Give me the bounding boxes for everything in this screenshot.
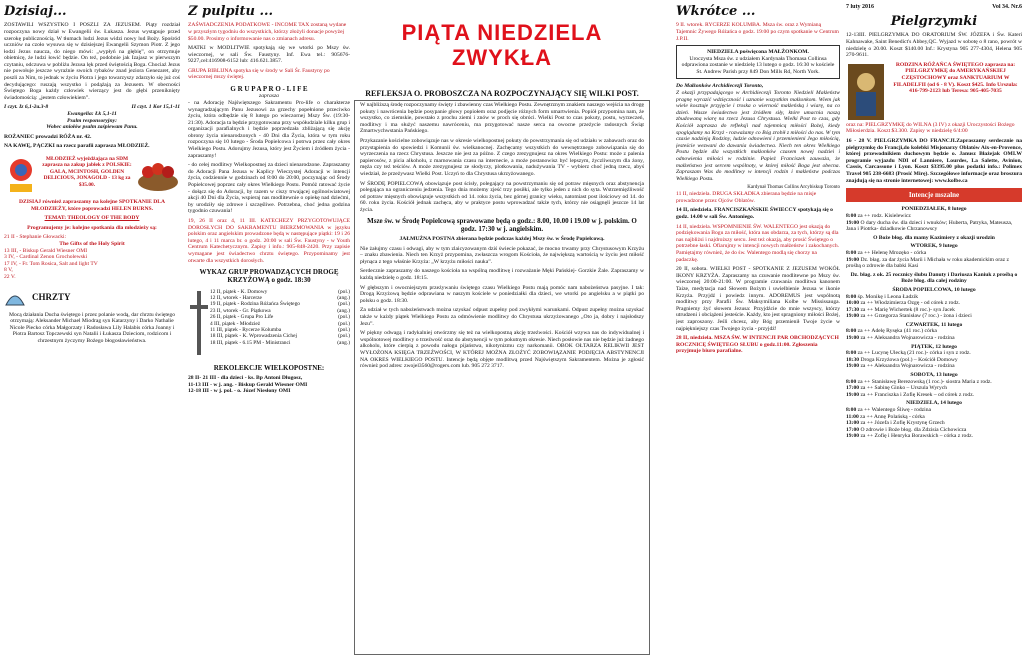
- czuwanie-note: 20 II, sobota. WIELKI POST - SPOTKANIE Z JEZUSEM WOKÓŁ IKONY KRZYŻA. Zapraszamy na czuwanie modlitewne po Mszy św. wieczornej 20:00-21:00. W programie czuwania modlitwa kanonem Taize, medytacja nad Słowem Bożym i uwielbienie Jezusa w ikonie Krzyża. Przyjdź i powiedz innym. ADOREMUS jest wspólnotą modlitwy przy Parafii Św. Maksymiliana Kolbe w Mississauga. Pragniemy żyć słowem Jezusa: Przyjdźcie do mnie wszyscy, którzy utrudzeni i obciążeni jesteście. Każdy, kto jest spragniony miłości Bożej, jest zaproszony. Jeśli chcesz, aby Bóg przemienił Twoje życie w najpiękniejszy czas Twojego życia - przyjdź!: [676, 266, 840, 332]
- duchowa-text: - do celej modlitwy Wielkopostnej za dzieci nienarodzone. Zapraszamy do Adoracji Pana Jezusa w Kaplicy Wieczystej Adoracji w intencji życia, codziennie w godzinach od 8:00 do 20:00, poczynając od Środy Popielcowej poprzez cały okres Wielkiego Postu. Pomóż ratować życie - dołącz się do Adoracji, by razem w ciszy trwającej ogólnoświatowej akcji 40 Dni dla Życia, wspieraj nas modlitewnie o opiekę nad dziećmi, by urodziły się zdrowe i szczęśliwe. Potrzebna, choć jedna godzina tygodnio czuwania!: [188, 162, 350, 215]
- baptism-shell-icon: [4, 287, 26, 309]
- intencja-day-header: WTOREK, 9 lutego: [910, 243, 958, 250]
- meeting-date: 17 IV, - Fr. Tom Rosica, Salt and light TV: [4, 260, 98, 267]
- malzonkowie-text: Uroczysta Msza św. z udziałem Kardynała Thomasa Collinsa odprawiona zostanie w niedzielę 13 lutego o godz. 16:30 w kościele St. Andrew Parish przy 849 Don Mills Rd, North York.: [681, 55, 835, 75]
- wykaz-row: 11 III, piątek - Rycerze Kolumba (pol.): [210, 326, 350, 333]
- intencja-time: 10:00: [846, 300, 861, 307]
- main-title: PIĄTA NIEDZIELA ZWYKŁA: [401, 20, 603, 71]
- readings-row: [4, 104, 180, 111]
- franciszkanskie: 14 II, niedziela. FRANCISZKAŃSKIE ŚWIECCY spotykają się o godz. 14.00 w sali Św. Antoniego.: [676, 207, 833, 221]
- letter-header: Do Małżonków Archidiecezji Toronto,: [676, 83, 764, 90]
- intencja-row: [846, 385, 1022, 392]
- intencja-row: [846, 392, 1022, 399]
- refleksja-p1: W najbliższą środę rozpoczynamy święty i zbawienny czas Wielkiego Postu. Zewnętrznym znakiem naszego wejścia na drogę pokuty i nawrócenia będzie posypanie głowy popiołem oraz podjęcie różnych form umartwienia. Popiół przypomina nam, że wszystko, co ziemskie, powstało z prochu ziemi i znów w proch się obróci. Wielki Post to czas pokuty, postu, wyrzeczeń, modlitwy i ma służyć naszemu nawróceniu, ma przygotować nasze serca na owocne przeżycie radosnych Świąt Zmartwychwstania Pańskiego.: [360, 102, 644, 135]
- meeting-date: 21 II - Stephanie Głowacki:: [4, 234, 67, 241]
- refleksja-p4: Nie żałujmy czasu i odwagi, aby w tym zlaicyzowanym dziś świecie pokazać, że mocno trwamy przy Chrystusowym Krzyżu – znaku zbawienia. Niech ten Krzyż przypomina, zwłaszcza wrogom Kościoła, że największą wartością w życiu jest miłość płynąca z tego właśnie Krzyża: „W krzyżu miłości nauka”.: [360, 245, 644, 265]
- intencja-day-header: Dz. błag. z ok. 25 rocznicy ślubu Danuty i Dariusza Kaniuk z prośbą o Boże błog. dla całej rodziny: [850, 271, 1018, 285]
- rocznica-note: 28 II, niedziela. MSZA ŚW. W INTENCJI PAR OBCHODZĄCYCH ROCZNICĘ ŚWIĘTEGO SŁUBU o godz.11:00. Zgłoszenia przyjmuje biuro parafialne.: [676, 335, 839, 355]
- mlodziez-apples: MŁODZIEŻ wyjeżdżająca na SDM zaprasza na zakup jabłek z POLSKIE: GALA, MCINTOSH, GOLDEN DELICIOUS, JONAGOLD - 13 kg za $35.00.: [42, 156, 132, 188]
- madonna-icon: [846, 62, 886, 122]
- intencja-time: 8:00: [846, 407, 858, 413]
- gospel: Ewangelia: Łk 5,1-11: [67, 111, 117, 118]
- intencja-text: Droga Krzyżowa (pol.) – Kościół Domowy: [860, 356, 958, 363]
- intencja-row: [846, 257, 1022, 270]
- intencja-text: za ++ rodz. Kisielewicz: [857, 212, 911, 219]
- column-pulpit: [188, 4, 350, 659]
- letter-text: Z okazji przypadającego w Archidiecezji Toronto Niedzieli Małżeństw pragnę wyrazić wdzięczność i uznanie wszystkim małżonkom. Wiem jak wiele kosztuje przyjęcie i troska o wierność małżeńską i wiarę, na co dzień. Wasze świadectwo jest źródłem siły, które umacnia naszą zbudowaną wiarę na rzecz Jezusa Chrystusa. Wielki Post to czas, gdy Kościół zaprasza do refleksji nad tajemnicą miłości Bożej, kiedy spoglądamy na Krzyż - rozważamy co Bóg zrobił z miłości do nas. W tym czasie nadzieją Rodziny, ludzie odnowieni i przemienieni Jego miłością, jesteście wezwani do dawania świadectwa. Niech ten okres Wielkiego Postu będzie dla wszystkich małżonków czasem nowej nadziei i odnowienia miłości w rodzinie. Papież Franciszek zauważa, że małżeństwo jest sercem wspólnoty, w której miłość Boga jest obecna. Zapraszam Was do modlitwy w intencji rodzin i małżeństw podczas Wielkiego Postu.: [676, 90, 840, 182]
- intencja-time: 19:00: [846, 433, 861, 440]
- intencja-text: za ++ Stanisławę Berezowską (1 roc.)- siostra Maria z rodz.: [857, 378, 992, 385]
- refleksja-header: REFLEKSJA O. PROBOSZCZA NA ROZPOCZYNAJĄCY SIĘ WILKI POST.: [365, 88, 639, 98]
- intencja-time: 17:00: [846, 385, 861, 392]
- intencja-time: 19:00: [846, 313, 861, 320]
- meeting-date: 8 V,: [4, 267, 13, 274]
- intencja-time: 8:00: [846, 293, 858, 300]
- rekolekcje-item: 12-18 III - w j. pol. - o. Józef Niesłony OMI: [188, 388, 291, 395]
- intencja-row: [846, 357, 1022, 364]
- intencja-day-header: O Boże błog. dla mamy Kazimiery z okazji urodzin: [873, 234, 995, 241]
- cross-icon: [188, 289, 210, 359]
- intencja-text: za ++ Sabinę Ginko – Urszula Wyrych: [860, 385, 948, 392]
- intencja-text: za ++ Aleksandra Wojnarowicza - rodzina: [860, 363, 955, 370]
- reading-2: II czyt. 1 Kor 15,1-11: [131, 104, 180, 111]
- intencja-time: 8:00: [846, 249, 858, 256]
- matki-note: MATKI w MODLITWIE spotykają się we wtorki po Mszy św. wieczornej, w sali Św. Faustyny. Inf. Ewa tel.: 905676-9227,cel:416908-6152 lub: 416.621.3857.: [188, 45, 350, 65]
- intencja-time: 13:00: [846, 420, 861, 427]
- chrzty-header-row: [4, 287, 180, 309]
- psalm-text: Wobec aniołów psalm zaśpiewam Panu.: [46, 124, 138, 131]
- rycerze-note: 9 II. wtorek. RYCERZE KOLUMBA. Msza św. oraz z Wymianą Tajemnic Żywego Różańca o godz. 19:00 po czym spotkanie w Centrum J.P.II.: [676, 22, 839, 42]
- intencja-text: za ++ Franciszka i Zofię Kresek – od córek z rodz.: [860, 391, 975, 398]
- masses-ash-wednesday: Msze św. w Środę Popielcową sprawowane będą o godz.: 8.00, 10.00 i 19.00 w j. polskim. O godz. 17:30 w j. angielskim.: [367, 216, 637, 233]
- wilno-note: oraz na: PIELGRZYMKĘ do WILNA (3 IV) z okazji Uroczystości Bożego Miłosierdzia. Koszt $3.300. Zapisy w niedzielę 6/4:00: [846, 121, 1015, 135]
- wykaz-row: 18 III, piątek - 6.15 PM - Ministranci (ang.): [210, 339, 350, 346]
- pulpit-header: Z pulpitu ...: [188, 4, 274, 19]
- rekolekcje-header: REKOLEKCJE WIELKOPOSTNE:: [213, 363, 325, 372]
- wykaz-section: [188, 289, 350, 359]
- katechezy-text: 19, 26 II oraz 4, 11 III. KATECHEZY PRZYGOTOWUJĄCE DOROSŁYCH DO SAKRAMENTU BIERZMOWANIA w języku polskim oraz angielskim prowadzone będą w następujące piątki: 19 i 26 lutego, 4 i 11 marca br. o godz. 20:00 w sali Św. Faustyny - w Youth Centrum Katechetycznym. Zapisy i info.: 905-848-2420. Przy zapisie wymagane jest świadectwo chrztu świętego. Przypominamy jest otwarte dla wszystkich dorosłych.: [188, 218, 350, 264]
- refleksja-p8: W piękny odwagą i radykalniej otwórzmy się też na wielkopostną akcję trzeźwości. Kościół wzywa nas do indywidualnej i wspólnotowej modlitwy o trzeźwość oraz do abstynencji w tym pokutnym okresie. Niech posłowie nas nie będzie już żadnego alkoholu, które cierpią z powodu nałogu pijaństwa, nikotynizmu czy narkomanii. OBOK OŁTARZA RELIKWII JEST WYŁOŻONA KSIĘGA TRZEŹWOŚCI, W KTÓREJ MOŻNA ZŁOŻYĆ ZOBOWIĄZANIE PODJĘCIA ABSTYNENCJI NA OKRES WIELKIEGO POSTU. Intencje będą objęte modlitwą przed Najświętszym Sakramentem. Można je zgłosić również pod adres: zwojel3560@rogers.com lub. 905 272 3717.: [360, 330, 644, 370]
- intencja-row: [846, 335, 1022, 342]
- refleksja-p6: W głębszym i owocniejszym przeżywaniu świętego czasu Wielkiego Postu mają pomóc nam nabożeństwa pasyjne. I tak: Drogą Krzyżową będzie odprawiana w naszym kościele w poniedziałki dla dzieci, we wtorki po angielsku a w piątki po polsku o godz. 18:30.: [360, 284, 644, 304]
- intencja-text: Dz. błag. za dar życia Marii i Michała w roku akademickim oraz z prośbą o zdrowie dla babki Kasi: [846, 256, 1009, 270]
- malzonkowie-header: NIEDZIELA poświęcona MAŁŻONKOM.: [707, 49, 809, 56]
- intencja-text: za ++ Annę Polańską - córka: [860, 413, 925, 420]
- intencja-row: [846, 379, 1022, 386]
- issue-vol: Vol 34. Nr.6: [992, 4, 1022, 10]
- wykaz-row: 12 II, piątek - K. Domowy (pol.): [210, 288, 350, 295]
- refleksja-block: [354, 71, 650, 370]
- pielgrzymka-oratorium: 12-13III. PIELGRZYMKA DO ORATORIUM ŚW. JÓZEFA i Św. Kateri Kahnawake, Saint Benedict's Abbey,QC. Wyjazd w sobotę o 8 rano, powrót w niedzielę o 20.00. Koszt $140.00 Inf.: Krystyna 905 277-4304, Helena 905 270-9611.: [846, 32, 1022, 59]
- intencja-row: [846, 420, 1022, 427]
- prolife-sub: zaprasza: [259, 93, 279, 100]
- intencja-text: za ++ Grzegorza Stanisław (7 roc.) - żona i dzieci: [860, 313, 972, 320]
- meeting-dates: [4, 234, 180, 280]
- intencja-text: O dary ducha św. dla dzieci i wnuków; Huberta, Patryka, Mateusza, Jana i Piotrka- dziadkowie Chrzanowscy: [846, 219, 1013, 233]
- intencja-text: za ++ Lucynę Ulecką (21 roc.)- córka i syn z rodz.: [857, 350, 971, 357]
- intencja-row: [846, 213, 1022, 220]
- pielgrzymka-francja: 16 - 28 V. PIELGRZYMKA DO FRANCJI.Zapraszamy serdecznie na pielgrzymkę do Francji,do kolebki Misjonarzy Oblatów Aix-en-Provence, której przewodnikiem duchowym będzie o. Janusz Błażejak OMI.W programie wyjazdu NDI of Lanniere, Lourdes, La Salette, Avinion, Cassis, Carcassone i Lyon. Koszt $3395.00 plus podatki info.: Polimex Travel 905 238-6683 (Prosić Mirę). Szczegółowe informacje oraz broszura znajdują się na stronie internetowej: www.kolbe.ca: [846, 137, 1022, 184]
- jalmuzna-note: JAŁMUŻNA POSTNA zbierana będzie podczas każdej Mszy św. w Środę Popielcową.: [399, 236, 605, 243]
- wykaz-row: 18 III, piątek - K. Wprowadzenia Cichej (pol.): [210, 333, 350, 340]
- rosary-section: [846, 62, 1022, 122]
- chrzty-header: CHRZTY: [32, 292, 71, 303]
- intencja-text: O zdrowie i Boże błog. dla Zdzisia Cichowicza: [860, 426, 967, 433]
- meeting-date: 13 III, - Biskup Gerald Wiesner OMI: [4, 247, 88, 254]
- letter-signature: Kardynał Thomas Collins Arcybiskup Toronto: [747, 185, 840, 191]
- intencja-row: [846, 300, 1022, 307]
- psalm-header: Psalm responsoryjny:: [67, 117, 117, 124]
- meeting-date: 3 IV, - Cardinal Zenon Grocholewski: [4, 254, 88, 261]
- intencja-day-header: CZWARTEK, 11 lutego: [905, 321, 963, 328]
- apples-section: [4, 156, 180, 196]
- column-wkrotce: [676, 4, 840, 659]
- intencja-time: 8:00: [846, 378, 858, 385]
- sdm-logo-icon: [4, 156, 38, 196]
- intencja-row: [846, 363, 1022, 370]
- dzisiaj-youth: DZISIAJ również zapraszamy na kolejne SPOTKANIE DLA MŁODZIEŻY, które poprowadzi HELEN BURNS.: [18, 199, 166, 212]
- intencja-time: 19:00: [846, 256, 861, 263]
- intencja-time: 19:00: [846, 219, 861, 226]
- intencja-time: 17:30: [846, 306, 861, 313]
- reading-1: I czyt. Iz 6,1-2a.3-8: [4, 104, 49, 111]
- intencja-time: 11:00: [846, 413, 861, 420]
- intencja-time: 8:00: [846, 350, 858, 357]
- issue-date: 7 luty 2016: [846, 4, 875, 10]
- intencja-time: 19:00: [846, 335, 861, 342]
- topic-title: TEMAT: THEOLOGY OF THE BODY: [44, 215, 140, 222]
- rekolekcje-item: 28 II- 21 III - dla dzieci - ks. Bp Antoni Długosz,: [188, 374, 303, 381]
- intencja-row: [846, 328, 1022, 335]
- intencje-header: Intencje mszalne: [846, 188, 1022, 202]
- prolife-text: - na Adorację Najświętszego Sakramentu Pro-life o charakterze wynagradzającym Panu Jezusowi za grzechy popełnione przeciwko życiu, która odbędzie się 8 lutego po wieczornej Mszy Św. (19:30-21:30). Adoracja ta będzie przygotowana przy współudziale kilku grup i organizacji parafialnych i będzie poprzedzała zbliżającą się akcję obrony życia nienarodzonych - 40 Dni dla Życia, która w tym roku rozpoczyna się 10 lutego - Środa Popielcowa i potrwa przez cały okres Wielkiego Postu. Adorujmy Jezusa, który jest Życiem i źródłem życia - zapraszamy!: [188, 99, 350, 159]
- intencja-time: 19:00: [846, 391, 861, 398]
- intencja-row: [846, 250, 1022, 257]
- wykaz-list: [210, 289, 350, 359]
- wykaz-row: 12 II, wtorek - Harcerze (ang.): [210, 295, 350, 302]
- paczki-note: NA KAWĘ, PĄCZKI na rzecz parafii zaprasza MŁODZIEŻ.: [4, 143, 150, 150]
- chrzty-text: Mocą działania Ducha świętego i przez polanie wodą, dar chrztu świętego otrzymają: Aleksander Michael Miodrag syn Katarzyny i Darko Nathalie Nicole Piecko córka Małgorzaty i Radosława Lily Halabis córka Joanny i Piotra Bartosz Topczewski syn Natalii i Łukasza Dzieciom, rodzicom i chrzestnym życzymy Bożego błogosławieństwa.: [8, 311, 176, 344]
- refleksja-p2: Przykazanie kościelne zobowiązuje nas w okresie wielkopostnej pokuty do powstrzymania się od udziału w zabawach oraz do przystąpienia do spowiedzi i Komunii św. wielkanocnej. Zachęcamy wszystkich do wewnętrznego zobowiązania się do wyrzeczenia na rzecz Chrystusa. Jeszcze nie jest za późno. Z czego zrezygnujesz na okres Wielkiego Postu: może z palenia papierosów, z picia alkoholu, z marnowania czasu na internecie, a może postanowisz być lepszym, życzliwszym dla żony, męża czy też teściów. A może zrezygnujesz ze słodyczy, plotkowania, nadużywania TV - wybierz choć jedną rzecz, abyś wiedział, że przeżywasz Wielki Post. Uczyń to dla Chrystusa ukrzyżowanego.: [360, 138, 644, 177]
- column-dzisiaj: [4, 4, 180, 659]
- program-note: Programujemy je: kolejne spotkania dla młodzieży są:: [27, 224, 157, 231]
- intencja-day-header: ŚRODA POPIELCOWA, 10 lutego: [892, 286, 976, 293]
- intencja-day-header: PIĄTEK, 12 lutego: [911, 343, 957, 350]
- intencja-time: 8:00: [846, 212, 858, 219]
- rosary-pilgrimage: RODZINA RÓŻAŃCA ŚWIĘTEGO zaprasza na: PIELGRZYMKĘ do AMERYKAŃSKIEJ CZĘSTOCHOWY oraz SANKTUARIUM W FILADELFII (od 6 - 8 V). Koszt $425. Info Urszula: 416-799-2123 lub Teresa: 905-405-7035: [893, 61, 1018, 95]
- intencja-row: [846, 294, 1022, 301]
- dzisiaj-header: Dzisiaj...: [4, 4, 67, 19]
- refleksja-p3: W ŚRODĘ POPIELCOWĄ obowiązuje post ścisły, polegający na powstrzymaniu się od potraw mięsnych oraz abstynencja polegająca na ograniczeniu jedzenia. Tego dnia możemy zjeść trzy posiłki, ale tylko jeden z nich do syta. Wstrzemięźliwość od potraw mięsnych obowiązuje wszystkich od 14. roku życia, bez górnej granicy wieku, natomiast post ilościowy od 14. do 60. roku życia. Kościół jednak zachęca, aby w praktyce postu wprowadzać także tych, którzy nie osiągnęli jeszcze 14 lat życia.: [360, 180, 644, 213]
- malzonkowie-box: [676, 45, 840, 79]
- prolife-header: G R U P A P R O - L I F E: [230, 85, 308, 94]
- intencja-row: [846, 433, 1022, 440]
- intencja-row: [846, 350, 1022, 357]
- rekolekcje-item: 11-13 III - w j. ang. - Biskup Gerald Wiesner OMI: [188, 381, 308, 388]
- intencja-text: za ++ Józefa i Zofię Krystynę Grzech: [860, 420, 945, 427]
- wykaz-row: 23 II, wtorek - Gr. Piątkowa (ang.): [210, 307, 350, 314]
- intencja-row: [846, 407, 1022, 414]
- refleksja-p7: Za udział w tych nabożeństwach można uzyskać odpust zupełny pod zwykłymi warunkami. Odpust zupełny można uzyskać także w każdy piątek Wielkiego Postu za odmówienie modlitwy do Chrystusa ukrzyżowanego „Oto ja, dobry i najsłodszy Jezu”.: [360, 307, 644, 327]
- column-center: [354, 4, 650, 659]
- intencja-day-header: PONIEDZIAŁEK, 8 lutego: [901, 206, 967, 213]
- refleksja-p5: Serdecznie zapraszamy do naszego kościoła na wspólną modlitwę i rozważanie Męki Pańskiej- Gorzkie Żale. Zapraszamy w każdą niedzielę o godz. 18:15.: [360, 268, 644, 281]
- pielgrzymki-header: Pielgrzymki: [890, 14, 978, 30]
- meeting-date: The Gifts of the Holy Spirit: [59, 240, 125, 247]
- wykaz-row: 19 II, piątek - Rodzina Różańca Świętego (pol.): [210, 301, 350, 308]
- druga-skladka: 11 II, niedziela. DRUGA SKŁADKA zbierana będzie na misje prowadzone przez Ojców Oblatów.: [676, 191, 817, 204]
- apple-basket-icon: [136, 156, 180, 192]
- biblijna-note: GRUPA BIBLIJNA spotyka się w środy w Sali Śr. Faustyny po wieczornej mszy świętej.: [188, 67, 330, 81]
- intencja-text: za ++ Zofię i Henryka Borawskich – córka z rodz.: [860, 433, 974, 440]
- intencja-text: za ++ Marię Wichertek (8 roc.)- syn Jacek: [860, 306, 955, 313]
- intencja-day-header: NIEDZIELA, 14 lutego: [906, 400, 962, 407]
- intencja-day-header: SOBOTA, 13 lutego: [910, 372, 958, 379]
- intencja-text: za ++ Włodzimierza Ozgę - od córek z rodz.: [860, 300, 960, 307]
- walenty-note: 14 II, niedziela. WSPOMNIENIE ŚW. WALENTEGO jest okazją do podziękowania Bogu za miłość, która nas obdarza, za tych, którzy są dla nas najbliżsi i najdroższy sercu. Jest też okazją, aby prosić Świętego o potrzebne łaski. Ofiarujmy w intencji nowych małżeństw i zakochanych. Pamiętajmy również, że do św. Walentego modlą się chorzy na padaczkę.: [676, 223, 840, 263]
- wykaz-header: WYKAZ GRUP PROWADZĄCYCH DROGĘ KRZYŻOWĄ o godz. 18:30: [199, 268, 339, 285]
- intencja-row: [846, 220, 1022, 233]
- issue-info: [846, 4, 1022, 11]
- intencja-row: [846, 313, 1022, 320]
- intencja-text: za ++ Aleksandra Wojnarowicza - rodzina: [860, 335, 955, 342]
- intencja-time: 8:00: [846, 328, 858, 335]
- intencje-list: [846, 206, 1022, 440]
- intro-text: ZOSTAWILI WSZYSTKO I POSZLI ZA JEZUSEM. Piąty rozdział rozpoczyna nowy dział w Ewangelii św. Łukasza. Jezus wystąpuje przed szerokę publicznością. W tłumach ludzi Jezus widzi nowy lud Boży. Spośród uczniów na czoło wysuwa się w dzisiejszej Ewangelii Szymon Piotr. Z jego łodzi Jezus naucza, do niego mówi: „wypłyń na głębię”, on otrzymuje obietnicę, że ludzi łowić będzie. On też, podobnie jak Izajasz w pierwszym czytaniu, odczuwa w pobliżu Jezusa lęk przed świętością Boga. Chociaż Jezus nie powołuje jeszcze wyraźnie swoich rybaków znad jeziora Genezaret, aby poszli za Nim, to jednak w życiu Piotra i jego towarzyszy zdarzyło się już coś decydującego: ruszają wszystko i podążają za Jezusem. W obecności Świętego Boga każdy człowiek wierzący jest do głębi przeniknięty świadomością: „jestem człowiekiem”.: [4, 22, 180, 101]
- column-pielgrzymki: [846, 4, 1022, 659]
- intencja-time: 19:00: [846, 363, 861, 370]
- intencja-text: za ++ Helenę Mrozęko - córka: [857, 249, 927, 256]
- wykaz-row: 26 II, piątek - Grupa Pro Life (pol.): [210, 314, 350, 321]
- wkrotce-header: Wkrótce ...: [676, 4, 756, 19]
- wykaz-row: 4 III, piątek - Młodzież (pol.): [210, 320, 350, 327]
- intencja-text: za ++ Walentego Śliwę - rodzina: [857, 407, 931, 413]
- rozaniec-note: ROŻANIEC prowadzi RÓŻA nr. 42.: [4, 133, 92, 140]
- intencja-time: 17:00: [846, 426, 861, 433]
- intencja-time: 18:30: [846, 356, 861, 363]
- intencja-text: śp. Monikę i Leona Ładzik: [857, 293, 919, 300]
- intencja-text: za ++ Adelę Rysęka (41 roc.) córka: [857, 328, 937, 335]
- tax-note: ZAŚWIADCZENIA PODATKOWE - INCOME TAX zostaną wydane w przyszłym tygodniu do wszystkich, którzy złożyli donacje powyżej $50.00. Prosimy o informowanie nas o zmianach adresu.: [188, 22, 347, 42]
- meeting-date: 22 V.: [4, 273, 16, 280]
